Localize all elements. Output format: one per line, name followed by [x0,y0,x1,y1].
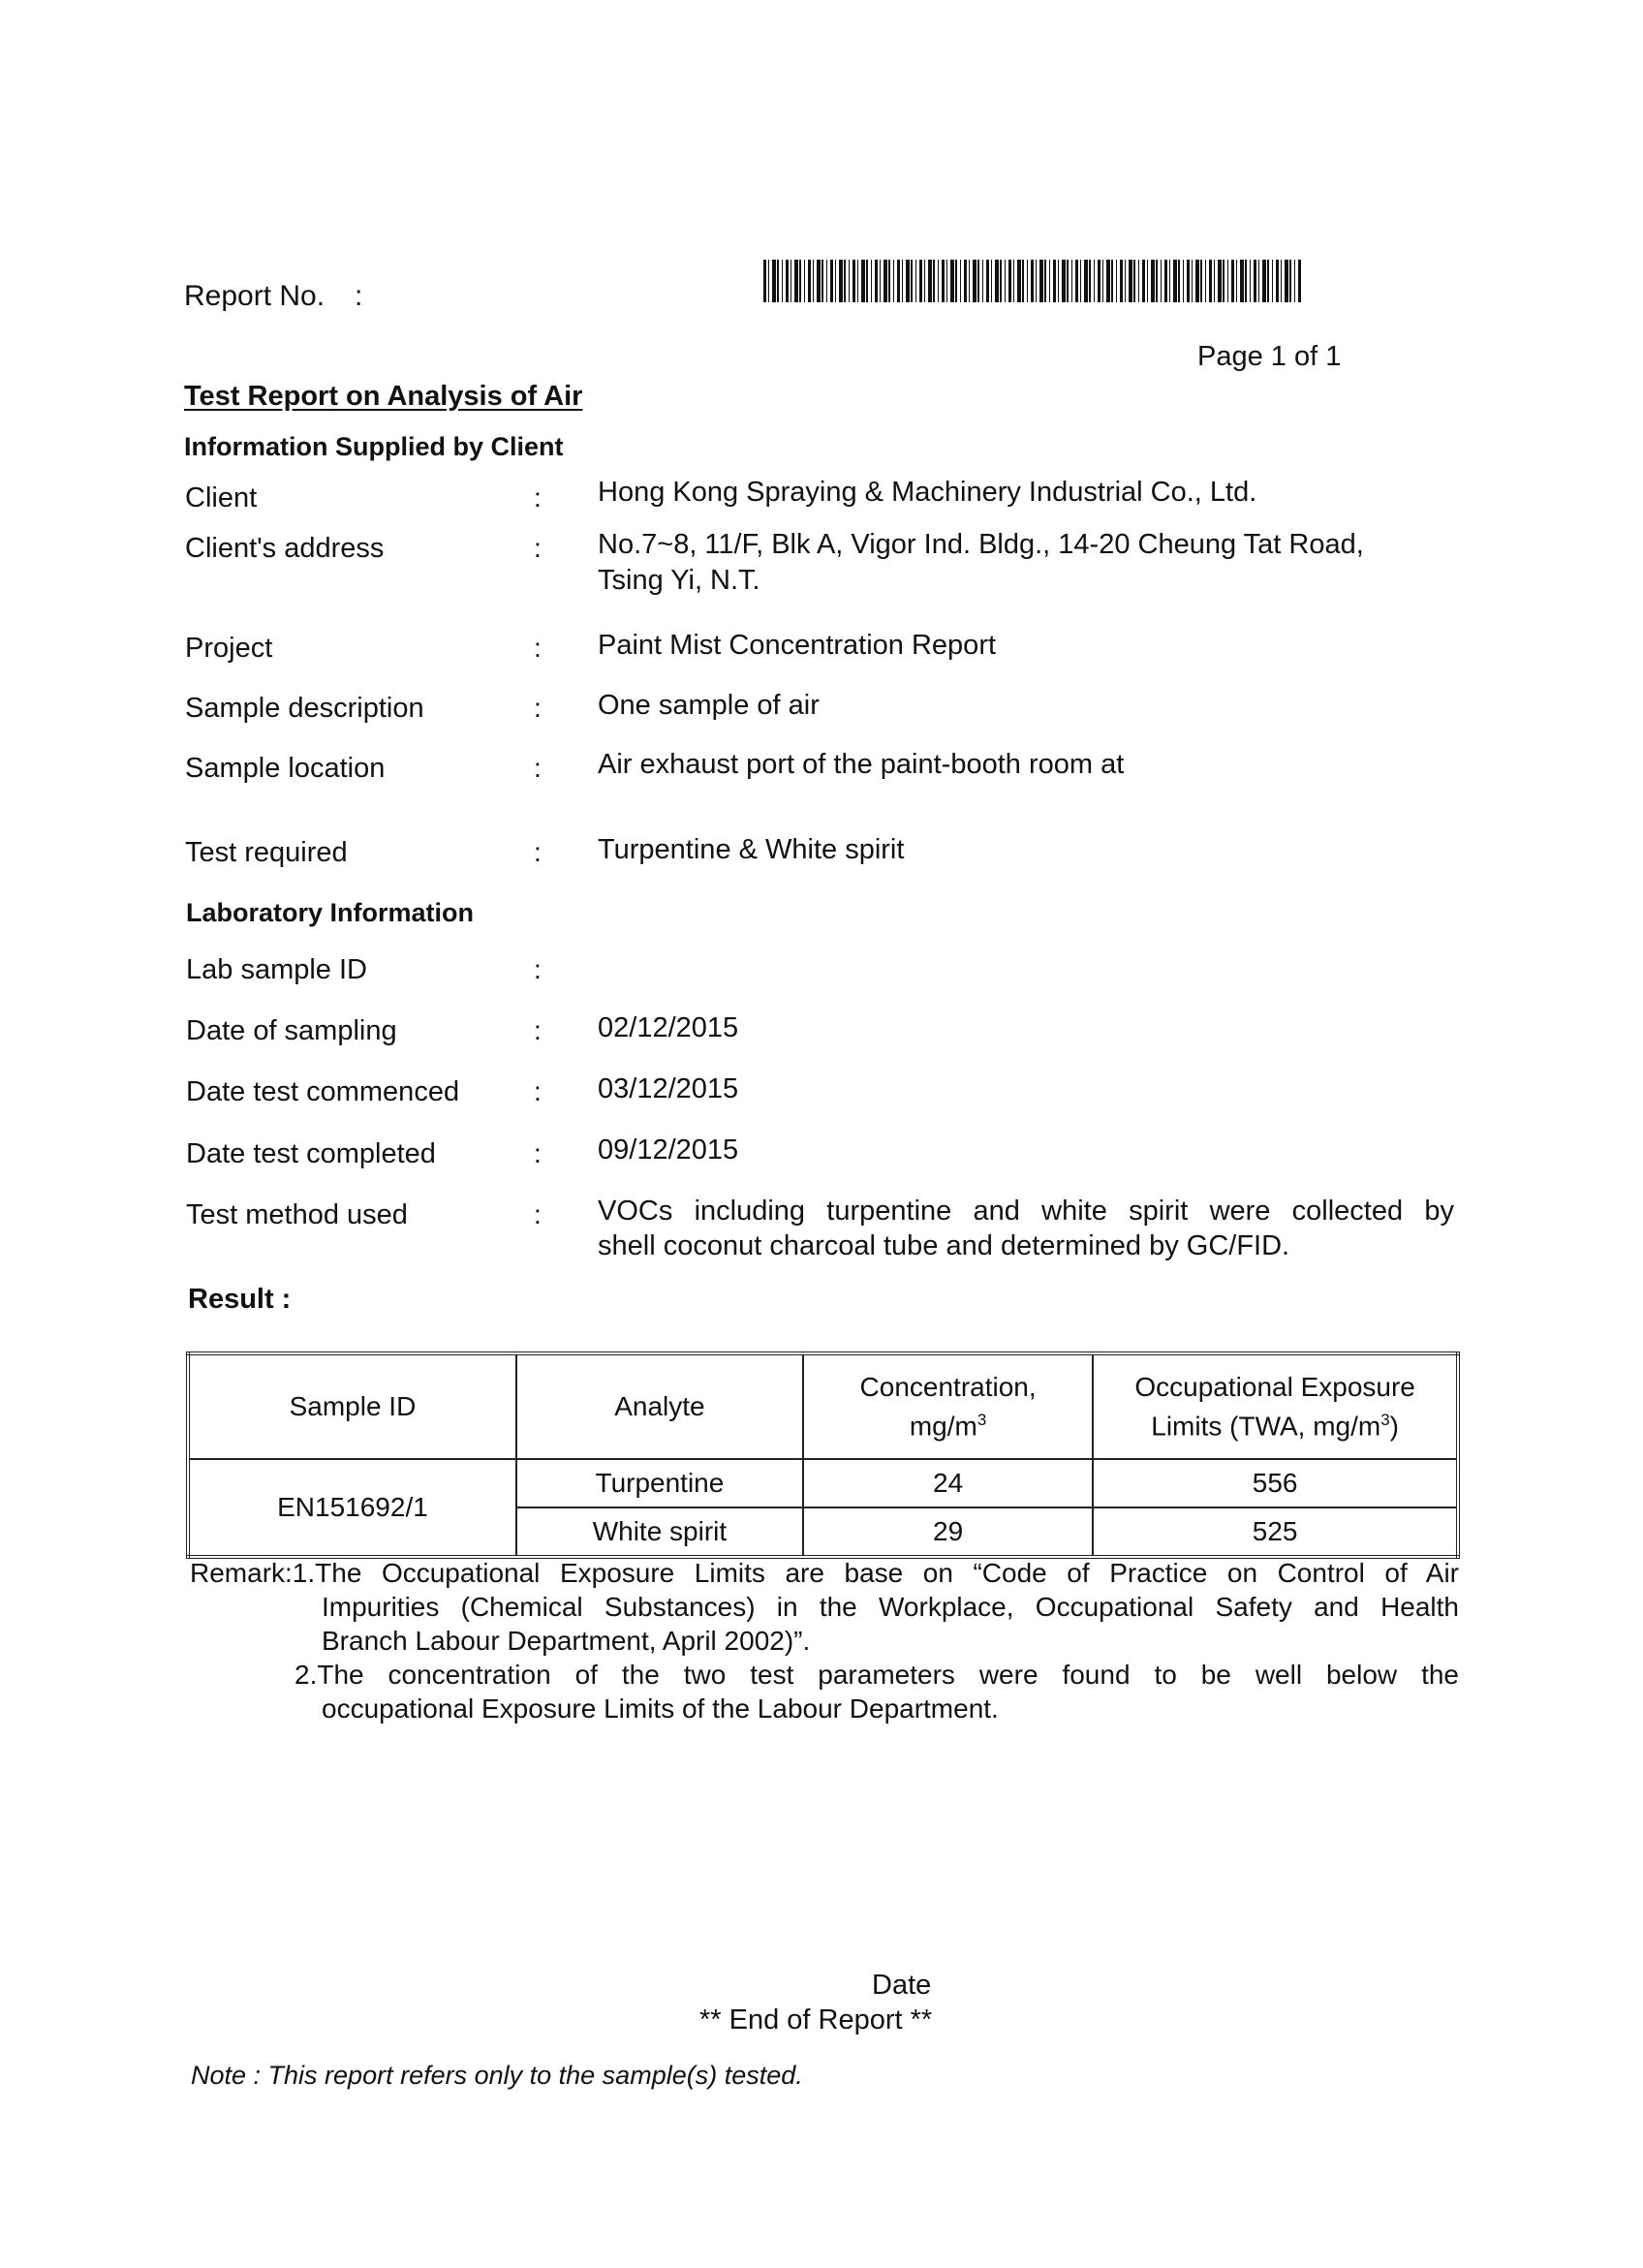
header-concentration-line1: Concentration, [859,1371,1037,1402]
header-exposure-limits [1093,1353,1458,1459]
remark-1-text-1: The Occupational Exposure Limits are base on “Code of Practice on Control of Air [315,1558,1459,1588]
sample-description-label: Sample description [185,693,424,724]
sample-id-cell: EN151692/1 [188,1459,516,1557]
date-label: Date [872,1970,932,2001]
date-completed-value: 09/12/2015 [598,1134,739,1165]
result-heading: Result : [188,1284,292,1315]
header-analyte: Analyte [516,1353,803,1459]
header-exposure-line1: Occupational Exposure [1134,1371,1415,1402]
date-sampling-value: 02/12/2015 [598,1012,739,1043]
report-no-colon: : [355,280,363,312]
report-note: Note : This report refers only to the sample(s) tested. [191,2061,803,2090]
page-number: Page 1 of 1 [1197,341,1342,372]
test-method-colon: : [534,1199,542,1229]
date-commenced-value: 03/12/2015 [598,1073,739,1104]
header-exposure-line2 [1100,1404,1450,1443]
test-required-value: Turpentine & White spirit [598,834,905,865]
client-address-colon: : [534,533,542,563]
client-address-label: Client's address [185,533,385,564]
remark-1-line-1 [190,1556,1459,1590]
header-concentration-unit: mg/m [909,1411,977,1442]
date-sampling-label: Date of sampling [186,1015,397,1046]
sample-description-colon: : [534,693,542,723]
end-of-report: ** End of Report ** [699,2004,933,2035]
header-sample-id: Sample ID [188,1353,516,1459]
date-commenced-colon: : [534,1076,542,1106]
header-exposure-unit: Limits (TWA, mg/m [1151,1411,1381,1442]
header-exposure-sup: 3 [1380,1410,1390,1429]
remark-2-text-2: occupational Exposure Limits of the Labour Department. [322,1693,999,1724]
lab-info-heading: Laboratory Information [186,898,475,927]
header-concentration-sup: 3 [976,1410,987,1429]
sample-location-colon: : [534,753,542,783]
date-sampling-colon: : [534,1015,542,1045]
remark-2-lead: 2. [294,1660,318,1690]
client-colon: : [534,482,542,513]
sample-location-value: Air exhaust port of the paint-booth room at [598,749,1125,780]
table-row [188,1459,1458,1507]
date-completed-label: Date test completed [186,1138,436,1169]
client-address-line2: Tsing Yi, N.T. [598,565,760,596]
remark-1-text-3: Branch Labour Department, April 2002)”. [322,1626,811,1656]
test-method-line1: VOCs including turpentine and white spirit were collected by [598,1196,1454,1227]
lab-sample-id-label: Lab sample ID [186,954,367,985]
table-header-row [188,1353,1458,1459]
limit-cell: 556 [1093,1459,1458,1507]
project-label: Project [185,633,273,664]
remark-1-text-2: Impurities (Chemical Substances) in the Workplace, Occupational Safety and Health [322,1592,1459,1622]
concentration-cell: 24 [803,1459,1093,1507]
analyte-cell: White spirit [516,1507,803,1557]
header-exposure-close: ) [1389,1411,1399,1442]
header-concentration-line2 [810,1404,1086,1443]
test-required-label: Test required [185,837,348,868]
limit-cell: 525 [1093,1507,1458,1557]
results-table [186,1351,1460,1559]
test-method-line2: shell coconut charcoal tube and determined by GC/FID. [598,1230,1290,1261]
header-concentration [803,1353,1093,1459]
project-colon: : [534,633,542,663]
sample-location-label: Sample location [185,753,386,784]
remark-2-line-1 [294,1658,1459,1692]
remark-2-text-1: The concentration of the two test parameters were found to be well below the [317,1660,1459,1690]
sample-description-value: One sample of air [598,690,820,721]
report-title: Test Report on Analysis of Air [184,381,583,412]
test-required-colon: : [534,837,542,867]
test-method-label: Test method used [186,1199,408,1230]
client-info-heading: Information Supplied by Client [184,432,564,461]
date-commenced-label: Date test commenced [186,1076,460,1107]
analyte-cell: Turpentine [516,1459,803,1507]
remark-1-lead: Remark:1. [190,1558,316,1588]
client-address-line1: No.7~8, 11/F, Blk A, Vigor Ind. Bldg., 14-20 Cheung Tat Road, [598,529,1364,560]
report-no-label: Report No. [184,280,326,312]
remarks [190,1556,1459,1725]
client-label: Client [185,482,258,513]
date-completed-colon: : [534,1138,542,1168]
client-value: Hong Kong Spraying & Machinery Industrial Co., Ltd. [598,477,1257,508]
concentration-cell: 29 [803,1507,1093,1557]
project-value: Paint Mist Concentration Report [598,630,997,661]
barcode [763,260,1302,302]
lab-sample-id-colon: : [534,954,542,984]
